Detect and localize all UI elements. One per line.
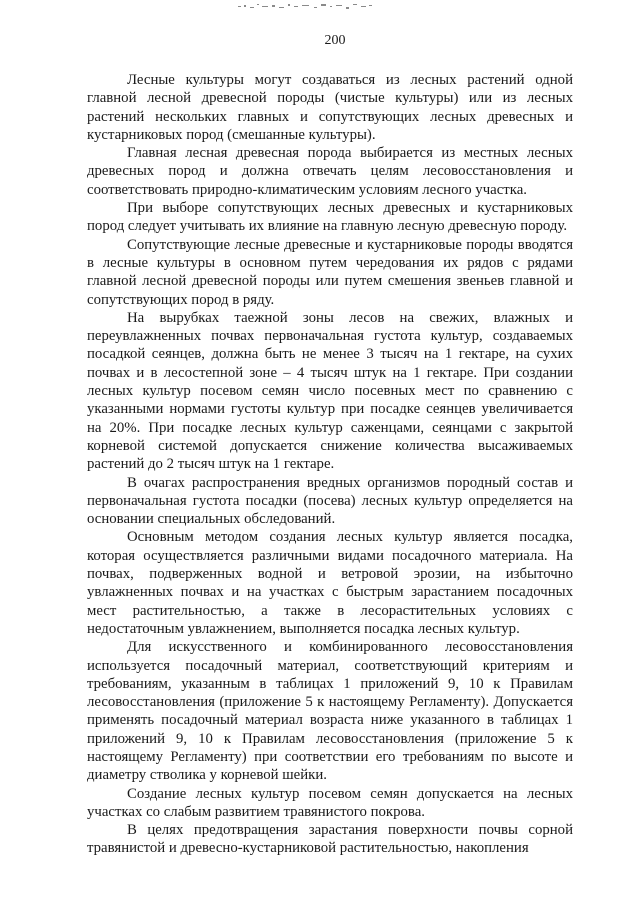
paragraph: Создание лесных культур посевом семян допускается на лесных участках со слабым развитием травянистого покрова. [87, 785, 573, 820]
paragraph: В целях предотвращения зарастания поверхности почвы сорной травянистой и древесно-кустарниковой растительностью, накопления [87, 822, 573, 857]
paragraph: При выборе сопутствующих лесных древесных и кустарниковых пород следует учитывать их влияние на главную лесную древесную породу. [87, 200, 573, 235]
paragraph: Лесные культуры могут создаваться из лесных растений одной главной лесной древесной породы (чистые культуры) или из лесных растений нескольких главных и сопутствующих лесных древесных и кустарниковых пород (смешанные культуры). [87, 72, 573, 143]
paragraph: Сопутствующие лесные древесные и кустарниковые породы вводятся в лесные культуры в основном путем чередования их рядов с рядами главной лесной древесной породы или путем смешения звеньев главной и сопутствующих пород в ряду. [87, 236, 573, 308]
scan-artifact [236, 2, 376, 11]
paragraph: Основным методом создания лесных культур является посадка, которая осуществляется различными видами посадочного материала. На почвах, подверженных водной и ветровой эрозии, на избыточно увлажненных почвах и на участках с быстрым зарастанием посадочных мест растительностью, а также в лесорастительных условиях с недостаточным увлажнением, выполняется посадка лесных культур. [87, 529, 573, 637]
paragraph: В очагах распространения вредных организмов породный состав и первоначальная густота посадки (посева) лесных культур определяется на основании специальных обследований. [87, 474, 573, 528]
document-body [87, 71, 573, 858]
paragraph: Главная лесная древесная порода выбирается из местных лесных древесных пород и должна отвечать целям лесовосстановления и соответствовать природно-климатическим условиям лесного участка. [87, 145, 573, 198]
paragraph: На вырубках таежной зоны лесов на свежих, влажных и переувлажненных почвах первоначальная густота культур, создаваемых посадкой сеянцев, должна быть не менее 3 тысяч на 1 гектаре, на сухих почвах и в лесостепной зоне – 4 тысяч штук на 1 гектаре. При создании лесных культур посевом семян число посевных мест по сравнению с указанными нормами густоты культур при посадке сеянцев увеличивается на 20%. При посадке лесных культур саженцами, сеянцами с закрытой корневой системой допускается снижение количества высаживаемых растений до 2 тысяч штук на 1 гектаре. [87, 309, 573, 473]
paragraph: Для искусственного и комбинированного лесовосстановления используется посадочный материал, соответствующий критериям и требованиям, указанным в таблицах 1 приложений 9, 10 к Правилам лесовосстановления (приложение 5 к настоящему Регламенту). Допускается применять посадочный материал возраста ниже указанного в таблицах 1 приложений 9, 10 к Правилам лесовосстановления (приложение 5 к настоящему Регламенту) при соответствии его требованиям по высоте и диаметру стволика у корневой шейки. [87, 639, 573, 784]
page-number: 200 [324, 33, 346, 48]
